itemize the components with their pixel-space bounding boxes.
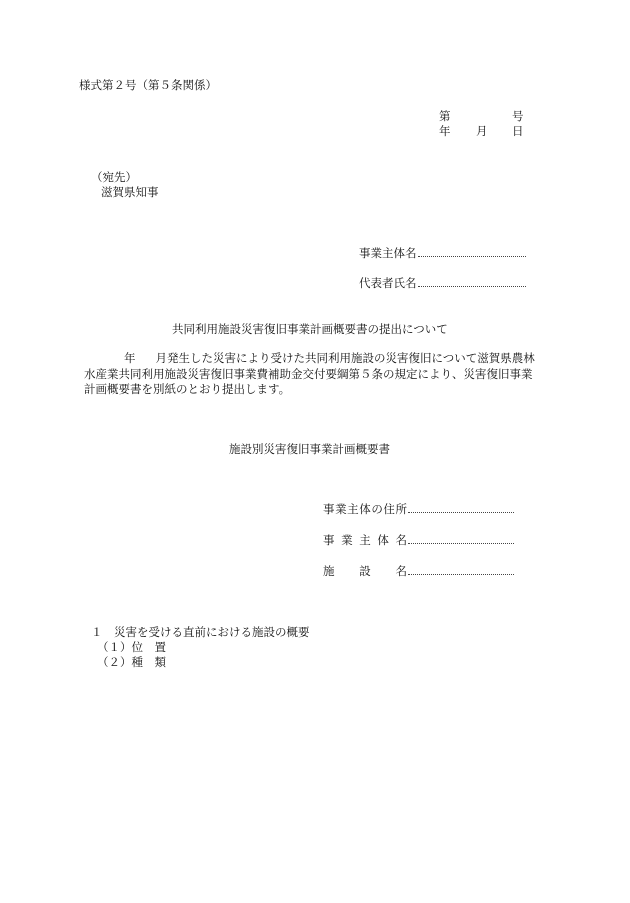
- body-month-unit: 月: [155, 351, 167, 365]
- date-month: 月: [476, 124, 488, 138]
- attachment-address-blank: [408, 503, 514, 513]
- representative-label: 代表者氏名: [359, 276, 417, 290]
- attachment-address-label: 事業主体の住所: [323, 502, 407, 516]
- section1-item-type: （２）種 類: [97, 655, 166, 669]
- attachment-facility-field: [323, 564, 514, 579]
- body-line2: 水産業共同利用施設災害復旧事業費補助金交付要綱第５条の規定により、災害復旧事業: [84, 366, 533, 381]
- attachment-facility-blank: [408, 565, 514, 575]
- section1-heading: １ 災害を受ける直前における施設の概要: [91, 625, 310, 639]
- attachment-entity-field: [323, 533, 514, 548]
- entity-name-label: 事業主体名: [359, 246, 417, 260]
- section1-item-location: （１）位 置: [97, 640, 166, 654]
- addressee-label: （宛先）: [91, 170, 137, 184]
- document-title: 共同利用施設災害復旧事業計画概要書の提出について: [172, 322, 448, 336]
- attachment-facility-label: 施設名: [323, 564, 407, 578]
- attachment-entity-blank: [408, 534, 514, 544]
- entity-name-blank: [418, 247, 526, 257]
- document-number-prefix: 第: [439, 109, 451, 123]
- entity-name-field: [359, 246, 526, 261]
- attachment-address-field: [323, 502, 514, 517]
- document-number-suffix: 号: [512, 109, 524, 123]
- body-line3: 計画概要書を別紙のとおり提出します。: [84, 382, 291, 396]
- date-year: 年: [439, 124, 451, 138]
- attachment-entity-label: 事業主体名: [323, 533, 407, 547]
- body-line1: 発生した災害により受けた共同利用施設の災害復旧について滋賀県農林: [167, 351, 535, 365]
- representative-field: [359, 276, 526, 291]
- date-day: 日: [512, 124, 524, 138]
- attachment-title: 施設別災害復旧事業計画概要書: [229, 442, 390, 456]
- addressee-name: 滋賀県知事: [101, 185, 159, 199]
- body-paragraph: [84, 351, 546, 398]
- body-year-unit: 年: [124, 351, 136, 365]
- representative-blank: [418, 277, 526, 287]
- form-number: 様式第２号（第５条関係）: [79, 78, 217, 92]
